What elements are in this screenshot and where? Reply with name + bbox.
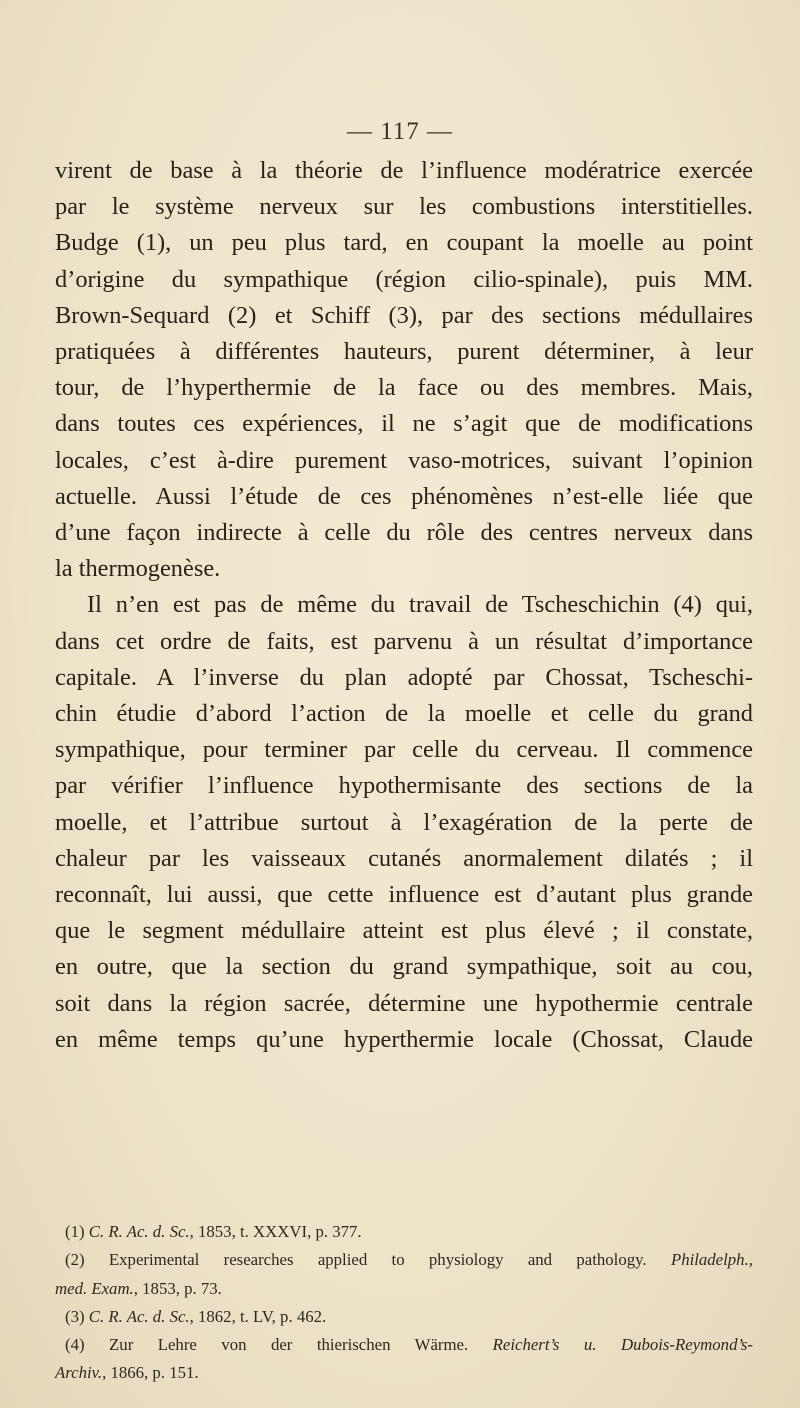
page-number: — 117 — [346, 118, 454, 145]
body-text [55, 153, 753, 1058]
text-line: pratiquées à différentes hauteurs, purent déterminer, à leur [55, 338, 753, 366]
text-line: locales, c’est à-dire purement vaso-motrices, suivant l’opinion [55, 446, 753, 474]
footnote-number: (4) [65, 1335, 85, 1355]
footnote-text: , 1866, p. 151. [102, 1363, 199, 1383]
text-line: la thermogenèse. [55, 555, 221, 583]
footnote-3 [55, 1303, 753, 1331]
footnote-number: (3) [65, 1306, 85, 1326]
text-line: dans toutes ces expériences, il ne s’agit que de modifications [55, 410, 753, 438]
text-line: moelle, et l’attribue surtout à l’exagération de la perte de [55, 808, 753, 836]
footnote-4-continued [55, 1359, 753, 1387]
text-line: par vérifier l’influence hypothermisante des sections de la [55, 772, 753, 800]
footnote-number: (2) [65, 1250, 85, 1270]
footnote-1 [55, 1218, 753, 1246]
footnote-number: (1) [65, 1222, 85, 1241]
text-line: en même temps qu’une hyperthermie locale (Chossat, Claude [55, 1025, 753, 1053]
footnote-2 [55, 1246, 753, 1274]
text-line: actuelle. Aussi l’étude de ces phénomènes n’est-elle liée que [55, 482, 753, 510]
text-line: tour, de l’hyperthermie de la face ou des membres. Mais, [55, 374, 753, 402]
footnote-text: Experimental researches applied to physiology and pathology. [108, 1250, 647, 1270]
footnote-source: Reichert’s u. Dubois-Reymond’s- [492, 1335, 754, 1355]
footnote-source: Philadelph. [670, 1250, 749, 1270]
text-line: d’origine du sympathique (région cilio-spinale), puis MM. [55, 265, 753, 293]
text-line: Budge (1), un peu plus tard, en coupant la moelle au point [55, 229, 753, 257]
footnote-2-continued [55, 1275, 753, 1303]
text-line: que le segment médullaire atteint est plus élevé ; il constate, [55, 917, 753, 945]
text-line: en outre, que la section du grand sympathique, soit au cou, [55, 953, 753, 981]
text-line: Il n’en est pas de même du travail de Tscheschichin (4) qui, [87, 591, 753, 619]
footnote-source: Archiv. [55, 1363, 103, 1383]
text-line: capitale. A l’inverse du plan adopté par Chossat, Tscheschi- [55, 663, 753, 691]
text-line: dans cet ordre de faits, est parvenu à un résultat d’importance [55, 627, 753, 655]
text-line: Brown-Sequard (2) et Schiff (3), par des sections médullaires [55, 301, 753, 329]
text-line: chin étudie d’abord l’action de la moelle et celle du grand [55, 700, 753, 728]
text-line: par le système nerveux sur les combustions interstitielles. [55, 193, 753, 221]
footnote-text: Zur Lehre von der thierischen Wärme. [109, 1335, 469, 1355]
text-line: chaleur par les vaisseaux cutanés anormalement dilatés ; il [55, 844, 753, 872]
text-line: virent de base à la théorie de l’influence modératrice exercée [55, 157, 753, 184]
footnote-source: C. R. Ac. d. Sc. [88, 1306, 190, 1326]
text-line: reconnaît, lui aussi, que cette influence est d’autant plus grande [55, 881, 753, 909]
footnote-text: , 1853, p. 73. [133, 1278, 222, 1298]
footnote-source: C. R. Ac. d. Sc. [88, 1222, 190, 1241]
text-line: d’une façon indirecte à celle du rôle des centres nerveux dans [55, 519, 753, 547]
text-line: sympathique, pour terminer par celle du cerveau. Il commence [55, 736, 753, 764]
footnote-text: , [748, 1250, 753, 1270]
footnotes [55, 1218, 753, 1388]
text-line: soit dans la région sacrée, détermine une hypothermie centrale [55, 989, 753, 1017]
footnote-text: , 1862, t. LV, p. 462. [189, 1306, 327, 1326]
footnote-4 [55, 1331, 753, 1359]
footnote-text: , 1853, t. XXXVI, p. 377. [189, 1222, 362, 1241]
footnote-source: med. Exam. [55, 1278, 134, 1298]
